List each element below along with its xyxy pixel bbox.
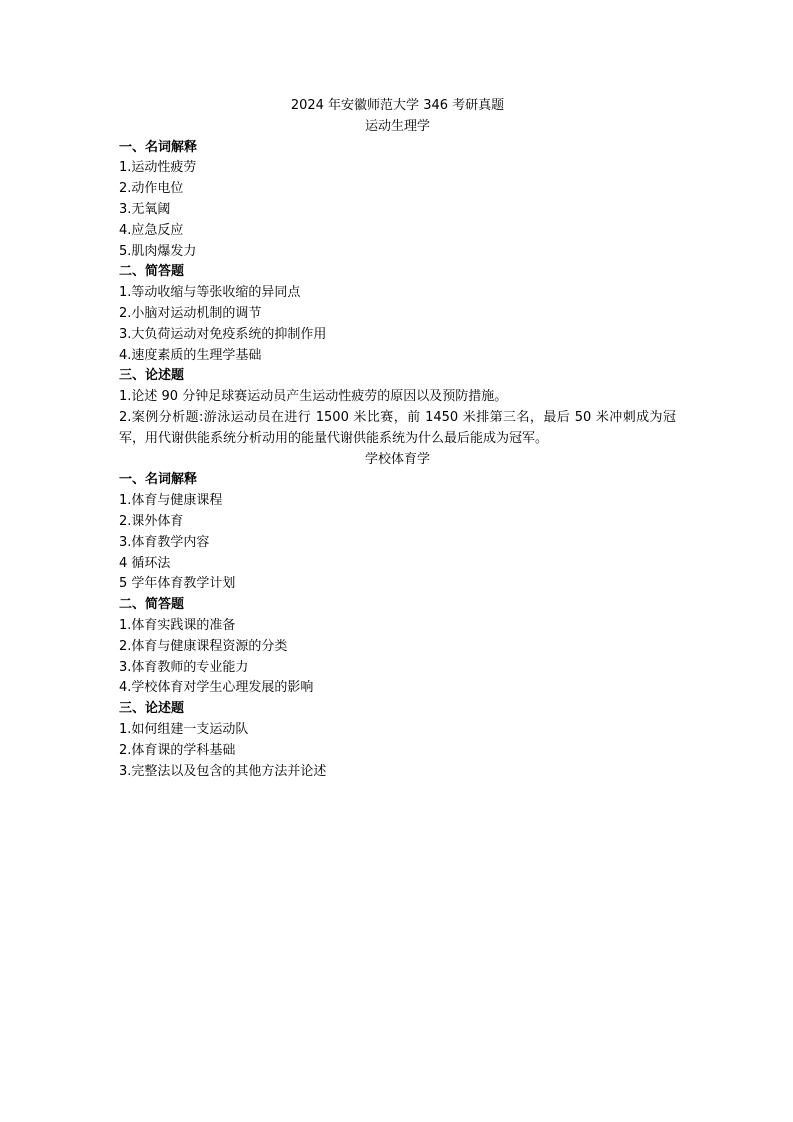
question-item: 1.体育实践课的准备 xyxy=(119,617,236,633)
section-heading: 二、简答题 xyxy=(119,264,185,280)
question-item: 5 学年体育教学计划 xyxy=(119,576,236,592)
question-item: 2.体育课的学科基础 xyxy=(119,742,236,758)
section-heading: 一、名词解释 xyxy=(119,472,198,488)
section-heading: 二、简答题 xyxy=(119,597,185,613)
question-item: 4.速度素质的生理学基础 xyxy=(119,347,262,363)
subject-title: 运动生理学 xyxy=(364,118,430,134)
question-item: 3.体育教师的专业能力 xyxy=(119,659,249,675)
question-item: 4.应急反应 xyxy=(119,222,184,238)
question-item: 3.无氧阈 xyxy=(119,201,171,217)
section-heading: 一、名词解释 xyxy=(119,139,198,155)
question-item-case-analysis: 2.案例分析题:游泳运动员在进行 1500 米比赛，前 1450 米排第三名，最后 50 米冲刺成为冠军，用代谢供能系统分析动用的能量代谢供能系统为什么最后能成为冠军。 xyxy=(119,409,676,446)
question-item: 2.动作电位 xyxy=(119,181,184,197)
question-item: 2.体育与健康课程资源的分类 xyxy=(119,638,288,654)
section-heading: 三、论述题 xyxy=(119,368,185,384)
question-item: 4 循环法 xyxy=(119,555,171,571)
document-title: 2024 年安徽师范大学 346 考研真题 xyxy=(290,98,505,113)
question-item: 4.学校体育对学生心理发展的影响 xyxy=(119,680,314,696)
question-item: 1.如何组建一支运动队 xyxy=(119,721,249,737)
document-body xyxy=(119,96,676,782)
section-heading: 三、论述题 xyxy=(119,701,185,717)
question-item: 3.大负荷运动对免疫系统的抑制作用 xyxy=(119,326,327,342)
question-item: 3.体育教学内容 xyxy=(119,534,210,550)
question-item: 5.肌肉爆发力 xyxy=(119,243,197,259)
question-item: 2.小脑对运动机制的调节 xyxy=(119,305,262,321)
question-item: 2.课外体育 xyxy=(119,513,184,529)
question-item: 1.体育与健康课程 xyxy=(119,493,223,509)
question-item: 1.论述 90 分钟足球赛运动员产生运动性疲劳的原因以及预防措施。 xyxy=(119,389,508,405)
question-item: 1.等动收缩与等张收缩的异同点 xyxy=(119,285,301,301)
subject-title: 学校体育学 xyxy=(364,451,430,467)
question-item: 1.运动性疲劳 xyxy=(119,160,197,176)
question-item: 3.完整法以及包含的其他方法并论述 xyxy=(119,763,327,779)
